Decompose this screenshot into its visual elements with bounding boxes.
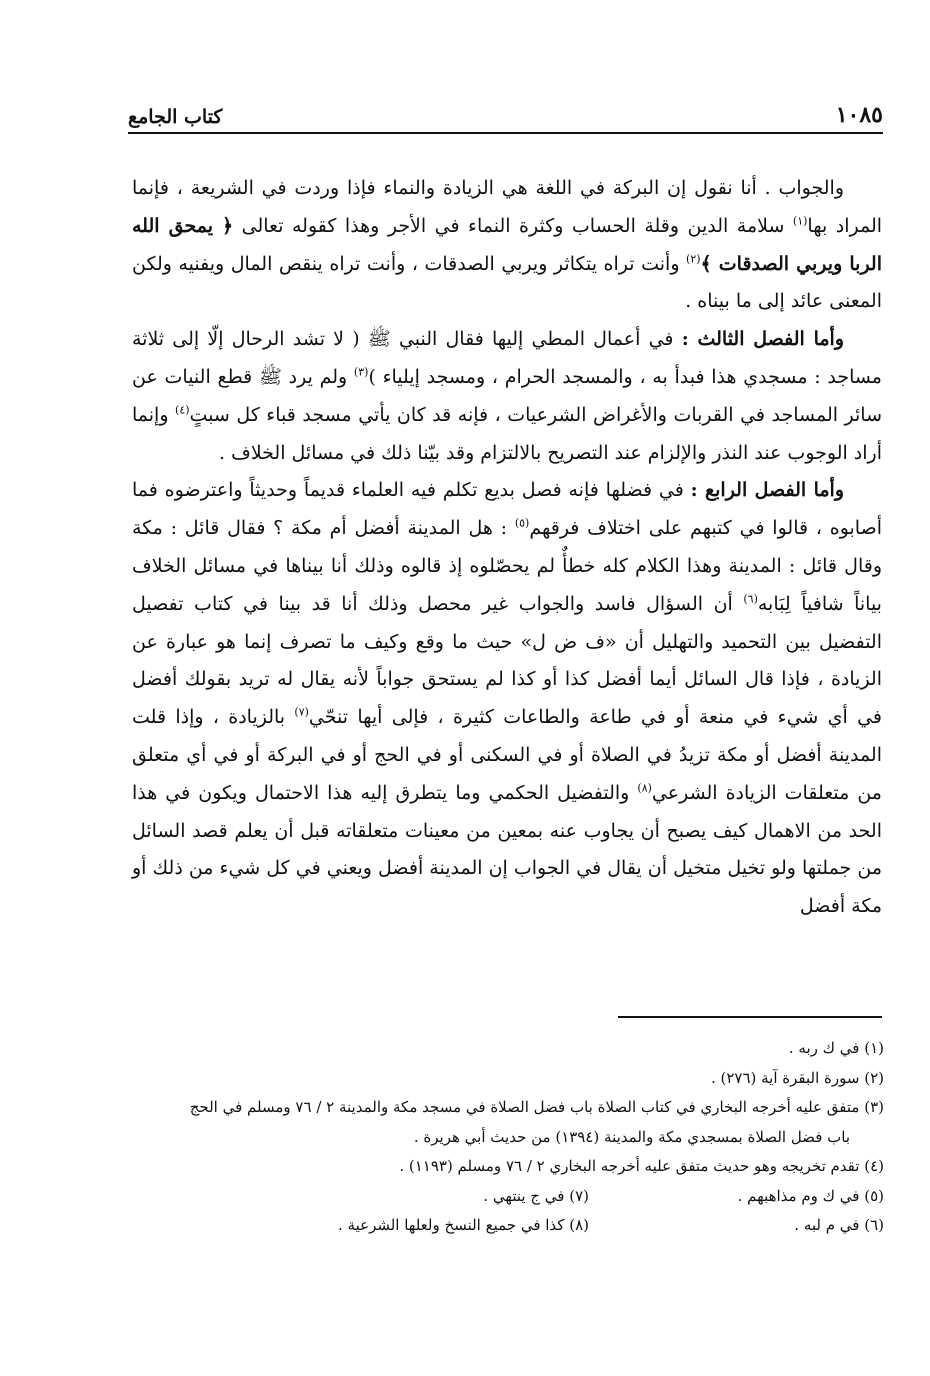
section-heading: وأما الفصل الرابع : <box>690 479 844 502</box>
text-segment: بالزيادة ، وإذا قلت المدينة أفضل أو مكة تزيدُ في الصلاة أو في السكنى أو في الحج أو في البركة أو في أي متعلق من متعلقات الزيادة الشرعي <box>132 706 882 804</box>
footnote-ref: (٣) <box>353 365 369 379</box>
footnote-3-continued: باب فضل الصلاة بمسجدي مكة والمدينة (١٣٩٤) من حديث أبي هريرة . <box>413 1127 850 1146</box>
section-heading: وأما الفصل الثالث : <box>681 328 844 351</box>
footnote-row <box>128 1182 884 1212</box>
page-number: ١٠٨٥ <box>835 102 883 128</box>
footnote-2: (٢) سورة البقرة آية (٢٧٦) . <box>710 1068 884 1087</box>
footnote-8: (٨) كذا في جميع النسخ ولعلها الشرعية . <box>338 1216 589 1234</box>
footnote-ref: (٥) <box>514 516 530 530</box>
text-segment: وإنما أراد الوجوب عند النذر والإلزام عند التصريح بالالتزام وقد بيّنا ذلك في مسائل الخلاف . <box>132 403 882 464</box>
footnote-ref: (٦) <box>743 592 758 606</box>
quran-verse: ﴿ يمحق الله الربا ويربي الصدقات ﴾ <box>132 214 882 275</box>
text-segment: : هل المدينة أفضل أم مكة ؟ فقال قائل : مكة وقال قائل : المدينة وهذا الكلام كله خطأٌ لم يحصّلوه إذ قالوه وذلك أنا بيناها في مسائل الخلاف بياناً شافياً لِبَابه <box>132 517 882 615</box>
text-segment: أن السؤال فاسد والجواب غير محصل وذلك أنا قد بينا في كتاب تفصيل التفضيل بين التحميد والتهليل أن «ف ض ل» حيث ما وقع وكيف ما تصرف إنما هو عبارة عن الزيادة ، فإذا قال السائل أيما أفضل كذا أو كذا لم يستحق جواباً لأنه يقال له تريد بقولك أفضل في أي شيء في منعة أو في طاعة والطاعات كثيرة ، فإلى أيها تنحّي <box>132 592 883 729</box>
footnote-6: (٦) في م لبه . <box>794 1216 884 1234</box>
header-divider <box>128 132 883 134</box>
text-segment: في فضلها فإنه فصل بديع تكلم فيه العلماء قديماً وحديثاً واعترضوه فما أصابوه ، قالوا في كتبهم على اختلاف فرقهم <box>132 479 882 540</box>
paragraph-answer <box>132 170 882 321</box>
footnote-row <box>128 1211 884 1241</box>
footnote-divider <box>618 1016 882 1018</box>
footnote-4: (٤) تقدم تخريجه وهو حديث متفق عليه أخرجه البخاري ٢ / ٧٦ ومسلم (١١٩٣) . <box>399 1157 884 1175</box>
footnote-ref: (٢) <box>686 252 701 266</box>
text-segment: في أعمال المطي إليها فقال النبي ﷺ ( لا تشد الرحال إلّا إلى ثلاثة مساجد : مسجدي هذا فبدأ به ، والمسجد الحرام ، ومسجد إيلياء ) <box>132 328 882 388</box>
footnote-ref: (٤) <box>175 403 190 417</box>
book-title: كتاب الجامع <box>128 106 223 128</box>
footnote-1: (١) في ك ربه . <box>788 1039 884 1057</box>
main-text <box>132 170 882 926</box>
paragraph-third-section <box>132 321 882 472</box>
text-segment: والتفضيل الحكمي وما يتطرق إليه هذا الاحتمال ويكون في هذا الحد من الاهمال كيف يصبح أن يجاوب عنه بمعين من معينات متعلقاته قبل أن يعلم قصد السائل من جملتها ولو تخيل متخيل أن يقال في الجواب إن المدينة أفضل ويعني في كل شيء من ذلك أو مكة أفضل <box>132 781 882 918</box>
footnote-7: (٧) في ج ينتهي . <box>483 1186 589 1205</box>
footnote-ref: (١) <box>792 214 808 228</box>
text-segment: وأنت تراه يتكاثر ويربي الصدقات ، وأنت تراه ينقص المال ويفنيه ولكن المعنى عائد إلى ما بيناه . <box>132 252 882 313</box>
footnote-5: (٥) في ك وم مذاهبهم . <box>737 1186 884 1205</box>
paragraph-fourth-section <box>132 472 882 926</box>
text-segment: سلامة الدين وقلة الحساب وكثرة النماء في الأجر وهذا كقوله تعالى <box>233 214 793 237</box>
text-segment: ولم يرد ﷺ قطع النيات عن سائر المساجد في القربات والأغراض الشرعيات ، فإنه قد كان يأتي مسجد قباء كل سبتٍ <box>132 365 883 426</box>
footnote-ref: (٨) <box>637 781 652 795</box>
footnote-ref: (٧) <box>294 705 309 719</box>
text-segment: والجواب . أنا نقول إن البركة في اللغة هي الزيادة والنماء فإذا وردت في الشريعة ، فإنما المراد بها <box>132 177 883 237</box>
page-header <box>128 100 883 128</box>
footnote-3: (٣) متفق عليه أخرجه البخاري في كتاب الصلاة باب فضل الصلاة في مسجد مكة والمدينة ٢ / ٧٦ ومسلم في الحج <box>189 1098 884 1116</box>
footnotes <box>128 1034 884 1241</box>
